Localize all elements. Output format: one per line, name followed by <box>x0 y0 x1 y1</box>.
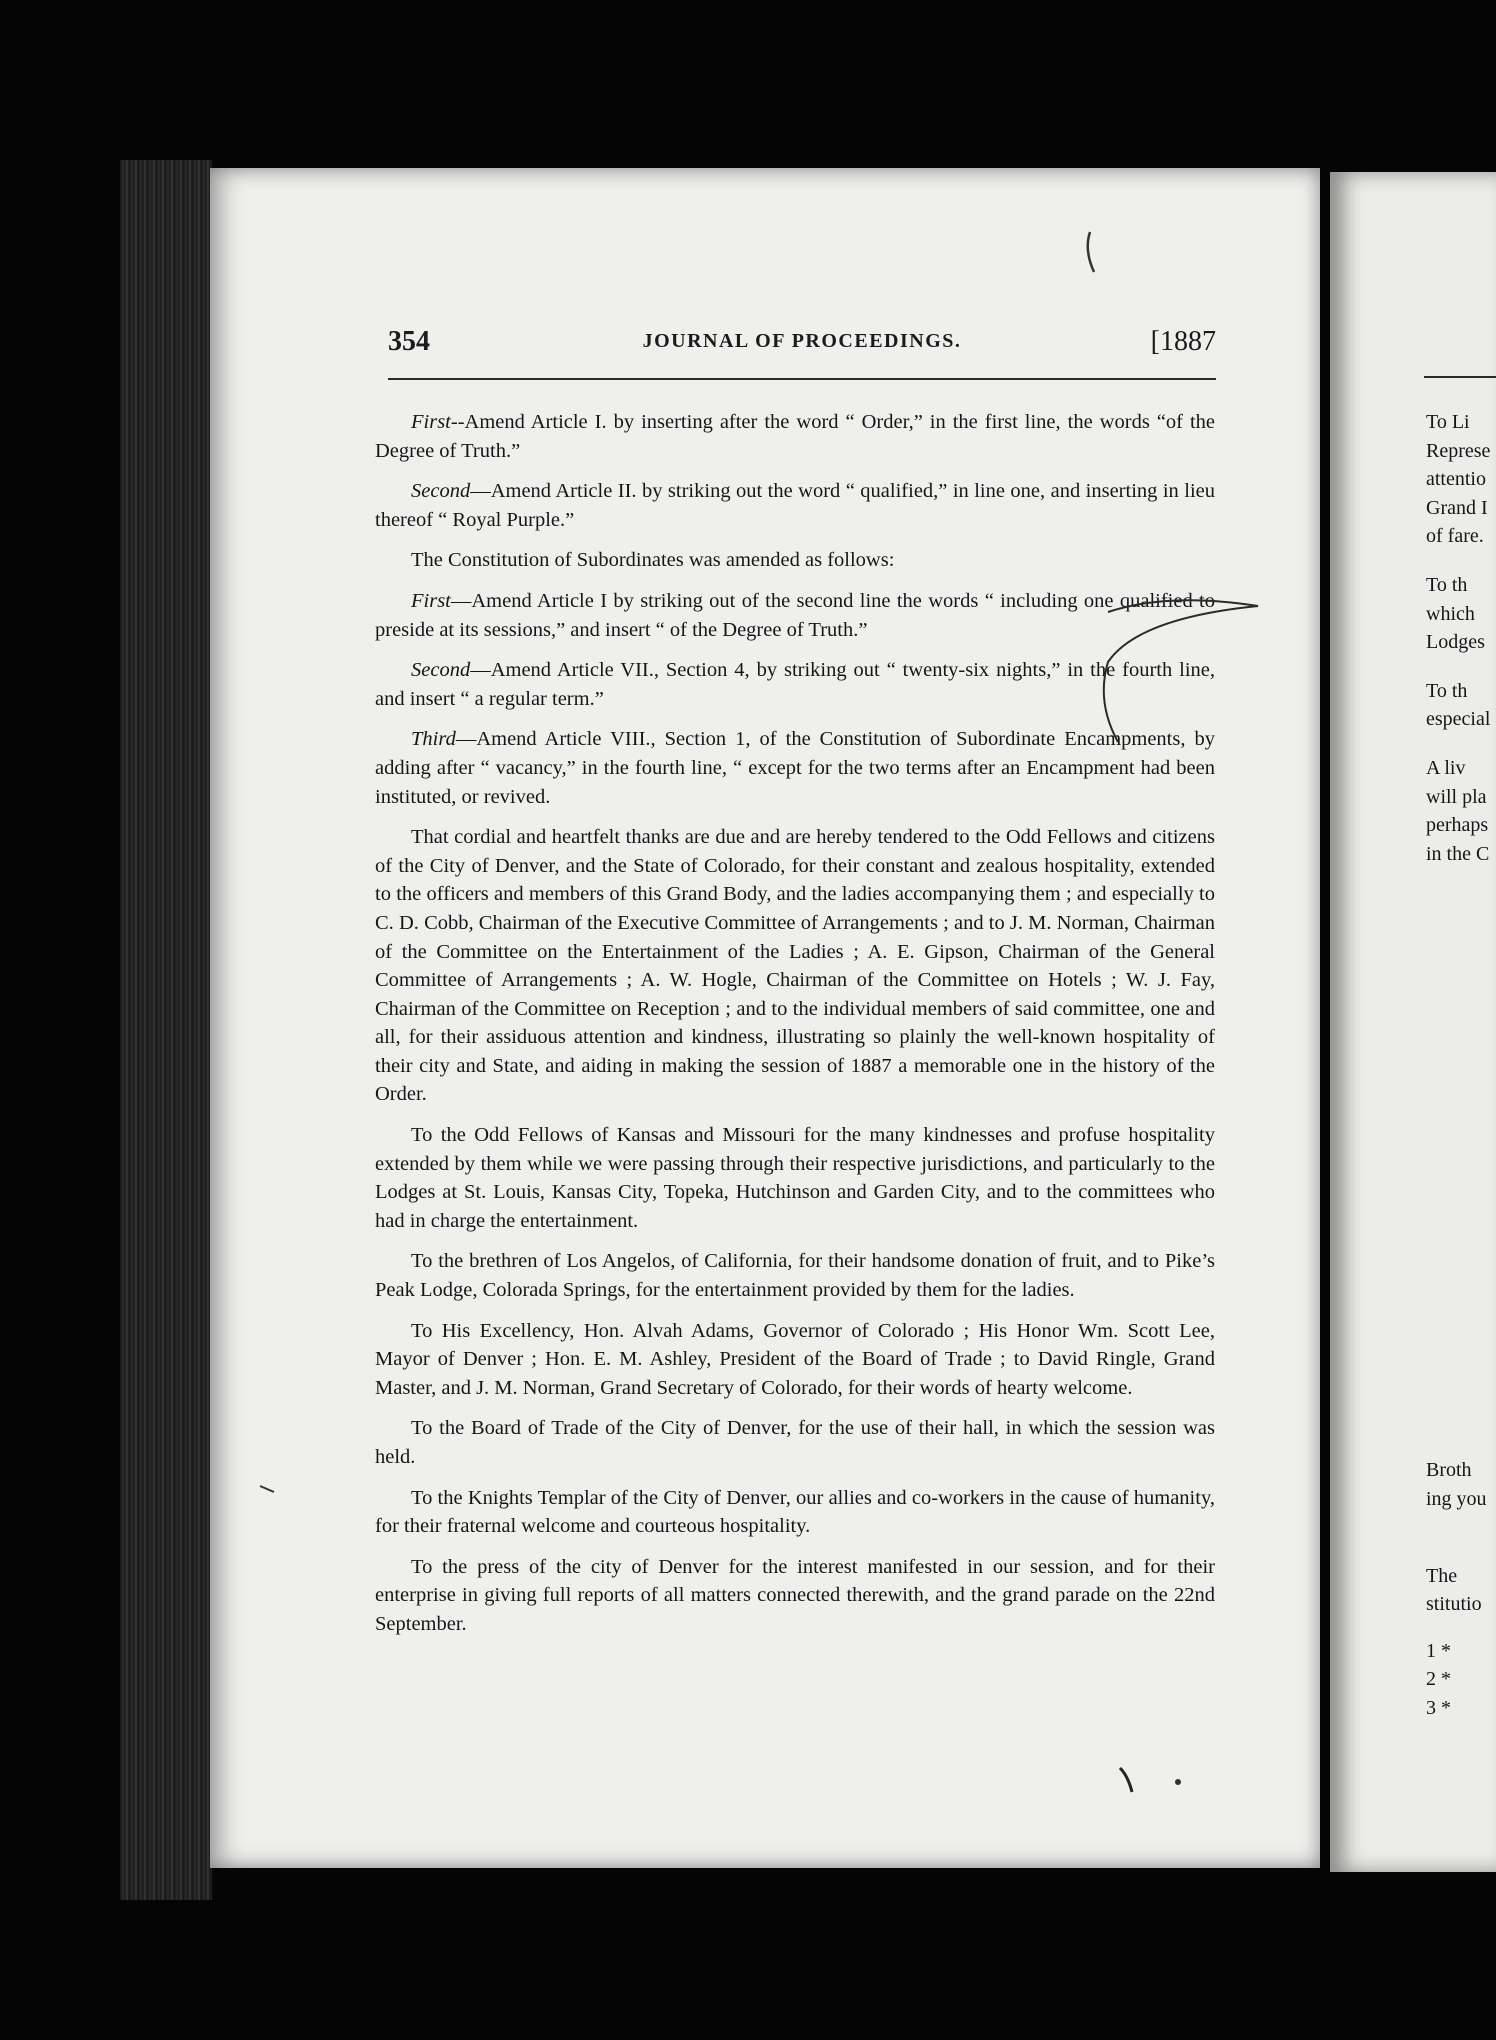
paragraph-text: To His Excellency, Hon. Alvah Adams, Governor of Colorado ; His Honor Wm. Scott Lee, Mayor of Denver ; Hon. E. M. Ashley, President of the Board of Trade ; to David Ringle, Grand Master, and J. M. Norman, Grand Secretary of Colorado, for their words of hearty welcome. <box>375 1319 1215 1399</box>
paragraph <box>375 1247 1215 1304</box>
right-line: To th <box>1426 679 1468 702</box>
paragraph-text: To the Knights Templar of the City of Denver, our allies and co-workers in the cause of humanity, for their fraternal welcome and courteous hospitality. <box>375 1486 1215 1538</box>
paragraph <box>375 1414 1215 1471</box>
paragraph-lead: First- <box>411 411 458 433</box>
right-line: Grand I <box>1426 496 1488 519</box>
paragraph <box>375 1121 1215 1235</box>
paragraph-text: To the brethren of Los Angelos, of California, for their handsome donation of fruit, and to Pike’s Peak Lodge, Colorada Springs, for the entertainment provided by them for the ladies. <box>375 1250 1215 1302</box>
paragraph <box>375 587 1215 644</box>
paragraph-text: To the Board of Trade of the City of Denver, for the use of their hall, in which the session was held. <box>375 1417 1215 1468</box>
right-line: Represe <box>1426 439 1491 462</box>
right-line: To Li <box>1426 411 1470 433</box>
paragraph-lead: Third <box>411 728 456 751</box>
paragraph <box>375 725 1215 811</box>
right-line: especial <box>1426 708 1491 731</box>
paragraph <box>375 477 1215 534</box>
book-spine-edge <box>120 160 212 1900</box>
right-line: 1 * <box>1426 1639 1451 1662</box>
right-line: A liv <box>1426 756 1466 779</box>
paragraph <box>375 546 1215 575</box>
right-line: in the C <box>1426 842 1490 865</box>
right-page-text <box>1426 408 1496 1722</box>
paragraph-text: That cordial and heartfelt thanks are due and are hereby tendered to the Odd Fellows and citizens of the City of Denver, and the State of Colorado, for their constant and zealous hospitality, extended to the officers and members of this Grand Body, and the ladies accompanying them ; and especially to C. D. Cobb, Chairman of the Executive Committee of Arrangements ; and to J. M. Norman, Chairman of the Committee on the Entertainment of the Ladies ; A. E. Gipson, Chairman of the General Committee of Arrangements ; A. W. Hogle, Chairman of the Committee on Hotels ; W. J. Fay, Chairman of the Committee on Reception ; and to the individual members of said committee, one and all, for their assiduous attention and kindness, illustrating so plainly the well-known hospitality of their city and State, and aiding in making the session of 1887 a memorable one in the history of the Order. <box>375 826 1215 1106</box>
header-rule <box>388 378 1216 380</box>
paragraph-text: The Constitution of Subordinates was amended as follows: <box>411 549 895 572</box>
paragraph <box>375 823 1215 1109</box>
right-line: 3 * <box>1426 1696 1451 1719</box>
year-mark: [1887 <box>1150 326 1216 357</box>
right-line: Broth <box>1426 1459 1472 1482</box>
right-line: To th <box>1426 573 1468 596</box>
paragraph <box>375 1553 1215 1639</box>
paragraph-text: -Amend Article I. by inserting after the word “ Order,” in the first line, the words “of the Degree of Truth.” <box>375 411 1215 462</box>
page-header <box>388 326 1216 360</box>
right-line: which <box>1426 602 1475 625</box>
paragraph <box>375 1484 1215 1541</box>
running-title: JOURNAL OF PROCEEDINGS. <box>642 330 962 352</box>
right-line: attentio <box>1426 468 1486 491</box>
right-line: 2 * <box>1426 1668 1451 1691</box>
paragraph-text: —Amend Article VII., Section 4, by striking out “ twenty-six nights,” in the fourth line, and insert “ a regular term.” <box>375 659 1215 710</box>
right-line: perhaps <box>1426 814 1489 837</box>
paragraph-text: —Amend Article VIII., Section 1, of the Constitution of Subordinate Encampments, by adding after “ vacancy,” in the fourth line, “ except for the two terms after an Encampment had been instituted, or revived. <box>375 728 1215 808</box>
right-line: of fare. <box>1426 525 1484 548</box>
paragraph <box>375 656 1215 713</box>
paragraph-lead: First <box>411 589 451 612</box>
paragraph <box>375 408 1215 465</box>
paragraph-text: To the Odd Fellows of Kansas and Missouri for the many kindnesses and profuse hospitality extended by them while we were passing through their respective jurisdictions, and particularly to the Lodges at St. Louis, Kansas City, Topeka, Hutchinson and Garden City, and to the committees who had in charge the entertainment. <box>375 1124 1215 1232</box>
right-line: The <box>1426 1564 1458 1587</box>
right-line: Lodges <box>1426 631 1485 654</box>
paragraph-text: —Amend Article I by striking out of the second line the words “ including one qualified to preside at its sessions,” and insert “ of the Degree of Truth.” <box>375 589 1215 641</box>
page-number: 354 <box>388 326 430 357</box>
right-page-rule <box>1424 376 1496 378</box>
body-text <box>375 408 1215 1651</box>
paragraph-lead: Second <box>411 480 471 503</box>
paragraph-text: To the press of the city of Denver for the interest manifested in our session, and for their enterprise in giving full reports of all matters connected therewith, and the grand parade on the 22nd September. <box>375 1555 1215 1635</box>
paragraph-text: —Amend Article II. by striking out the word “ qualified,” in line one, and inserting in lieu thereof “ Royal Purple.” <box>375 480 1215 531</box>
right-line: ing you <box>1426 1487 1487 1510</box>
right-line: will pla <box>1426 785 1487 808</box>
paragraph <box>375 1317 1215 1403</box>
right-line: stitutio <box>1426 1593 1482 1616</box>
paragraph-lead: Second <box>411 659 471 682</box>
